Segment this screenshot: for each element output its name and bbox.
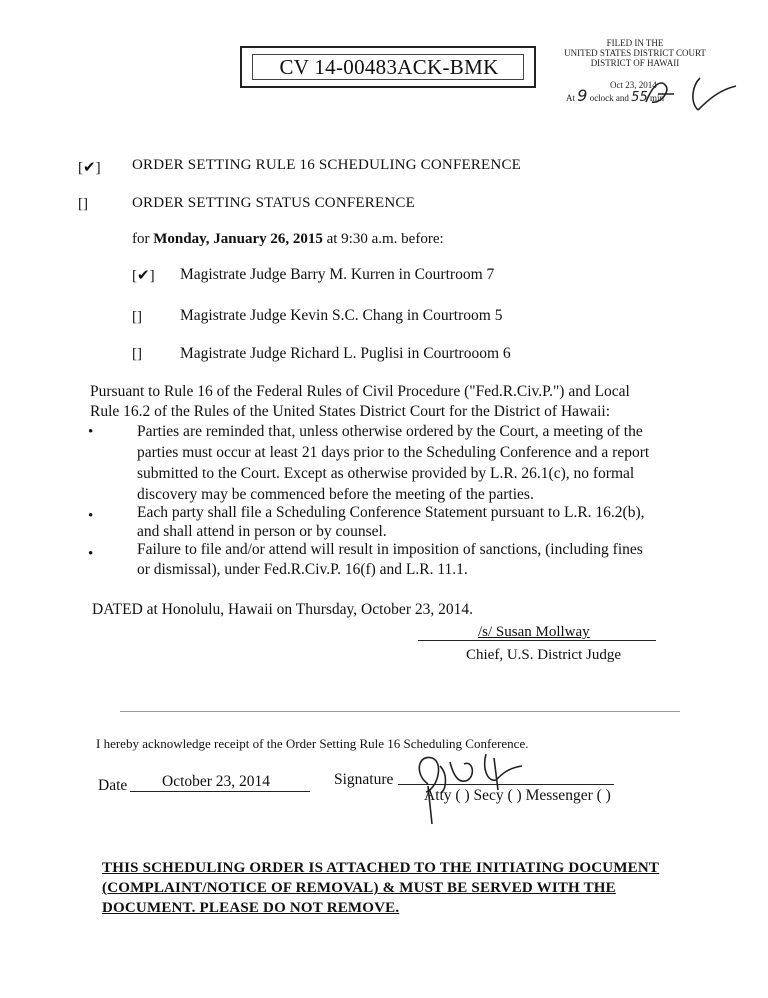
ack-date-line	[130, 791, 310, 792]
bullet-marker-1: •	[88, 424, 94, 440]
judge-signature-title: Chief, U.S. District Judge	[466, 647, 621, 663]
stamp-time-suffix: min	[649, 93, 664, 103]
bullet-1-line-2: parties must occur at least 21 days prior to the Scheduling Conference and a report	[137, 444, 650, 461]
judge-label-puglisi: Magistrate Judge Richard L. Puglisi in Courtrooom 6	[180, 345, 511, 362]
filing-stamp	[560, 38, 710, 68]
received-by-signature	[398, 744, 528, 826]
ack-date-label: Date	[98, 777, 128, 794]
judge-signature-name: /s/ Susan Mollway	[478, 624, 590, 640]
order-label-scheduling: ORDER SETTING RULE 16 SCHEDULING CONFERENCE	[132, 157, 522, 173]
case-number: CV 14-00483ACK-BMK	[279, 55, 499, 79]
schedule-time: at 9:30 a.m. before:	[326, 231, 444, 247]
stamp-line-1: FILED IN THE	[606, 38, 664, 48]
order-label-status: ORDER SETTING STATUS CONFERENCE	[132, 195, 415, 211]
bullet-3-line-2: or dismissal), under Fed.R.Civ.P. 16(f) and L.R. 11.1.	[137, 561, 468, 578]
bullet-marker-3: •	[88, 546, 94, 562]
bullet-2-line-1: Each party shall file a Scheduling Conference Statement pursuant to L.R. 16.2(b),	[137, 504, 645, 521]
judge-label-chang: Magistrate Judge Kevin S.C. Chang in Courtroom 5	[180, 307, 503, 324]
judge-label-kurren: Magistrate Judge Barry M. Kurren in Courtroom 7	[180, 266, 495, 283]
stamp-line-3: DISTRICT OF HAWAII	[590, 58, 680, 68]
bullet-1-line-4: discovery may be commenced before the meeting of the parties.	[137, 486, 534, 503]
bullet-marker-2: •	[88, 508, 94, 524]
acknowledgment-text: I hereby acknowledge receipt of the Order Setting Rule 16 Scheduling Conference.	[96, 736, 529, 751]
bullet-3-line-1: Failure to file and/or attend will result in imposition of sanctions, (including fines	[137, 541, 643, 558]
bullet-1-line-1: Parties are reminded that, unless otherwise ordered by the Court, a meeting of the	[137, 423, 643, 440]
schedule-line	[132, 230, 444, 249]
schedule-date: Monday, January 26, 2015	[153, 231, 323, 247]
ack-signature-label: Signature	[334, 771, 394, 788]
ack-roles: Atty ( ) Secy ( ) Messenger ( )	[424, 787, 611, 804]
ack-date-value: October 23, 2014	[162, 773, 271, 790]
order-checkbox-status: []	[78, 196, 88, 212]
stamp-time-mid: oclock and	[589, 93, 629, 103]
bullet-1-line-3: submitted to the Court. Except as otherwise provided by L.R. 26.1(c), no formal	[137, 465, 635, 482]
judge-checkbox-kurren: [✔]	[132, 268, 155, 284]
stamp-time-min: 55	[631, 90, 648, 105]
intro-line-1: Pursuant to Rule 16 of the Federal Rules of Civil Procedure ("Fed.R.Civ.P.") and Local	[90, 383, 630, 400]
judge-checkbox-puglisi: []	[132, 346, 142, 362]
separator-line	[120, 711, 680, 712]
notice-line-3: DOCUMENT. PLEASE DO NOT REMOVE.	[102, 900, 400, 916]
clerk-initials-signature	[640, 72, 740, 114]
notice-line-2: (COMPLAINT/NOTICE OF REMOVAL) & MUST BE SERVED WITH THE	[102, 880, 616, 896]
intro-line-2: Rule 16.2 of the Rules of the United States District Court for the District of Hawaii:	[90, 403, 611, 420]
stamp-date: Oct 23, 2014	[610, 80, 657, 90]
schedule-for: for	[132, 231, 150, 247]
stamp-time-hour: 9	[577, 86, 588, 105]
stamp-line-2: UNITED STATES DISTRICT COURT	[564, 48, 706, 58]
order-checkbox-scheduling: [✔]	[78, 160, 101, 176]
judge-checkbox-chang: []	[132, 309, 142, 325]
notice-line-1: THIS SCHEDULING ORDER IS ATTACHED TO THE INITIATING DOCUMENT	[102, 860, 660, 876]
stamp-time-prefix: At	[566, 93, 575, 103]
bullet-2-line-2: and shall attend in person or by counsel.	[137, 523, 387, 540]
dated-line: DATED at Honolulu, Hawaii on Thursday, October 23, 2014.	[92, 601, 473, 618]
